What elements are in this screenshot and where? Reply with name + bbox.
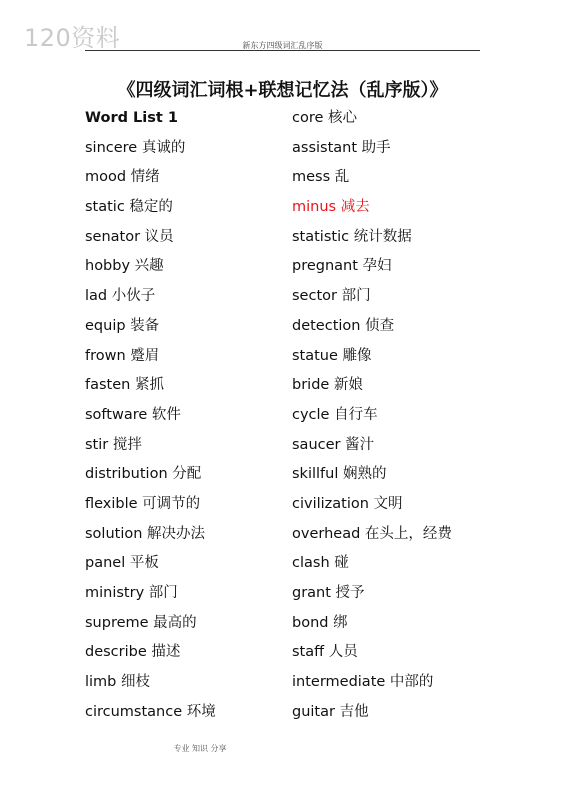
document-title: 《四级词汇词根+联想记忆法（乱序版）》 [117, 80, 448, 101]
vocab-entry: bride 新娘 [292, 377, 363, 394]
vocab-entry: saucer 酱汁 [292, 436, 375, 453]
vocab-entry: frown 蹙眉 [85, 347, 160, 364]
vocab-entry: grant 授予 [292, 585, 365, 601]
vocab-entry: senator 议员 [85, 228, 174, 245]
vocab-entry: mess 乱 [292, 169, 350, 186]
header-divider [85, 50, 480, 51]
vocab-entry: statue 雕像 [292, 347, 372, 364]
vocab-entry: describe 描述 [85, 644, 181, 661]
vocab-entry: software 软件 [85, 406, 181, 423]
vocab-entry: circumstance 环境 [85, 703, 216, 720]
vocab-entry: core 核心 [292, 110, 358, 126]
vocab-entry: bond 绑 [292, 614, 348, 631]
word-list-left-column [85, 106, 216, 729]
vocab-entry: detection 侦查 [292, 317, 395, 334]
vocab-entry: minus 减去 [292, 199, 370, 216]
vocab-entry: assistant 助手 [292, 139, 391, 156]
watermark-logo: 120资料 [24, 24, 121, 52]
vocab-entry: mood 情绪 [85, 169, 160, 186]
vocab-entry: distribution 分配 [85, 466, 202, 483]
vocab-entry: stir 搅拌 [85, 436, 142, 453]
vocab-entry: cycle 自行车 [292, 406, 378, 423]
vocab-entry: staff 人员 [292, 644, 358, 661]
vocab-entry: lad 小伙子 [85, 288, 156, 305]
vocab-entry: intermediate 中部的 [292, 674, 434, 691]
vocab-entry: static 稳定的 [85, 199, 173, 216]
word-list-right-column [292, 106, 452, 729]
vocab-entry: hobby 兴趣 [85, 258, 164, 275]
word-list-heading: Word List 1 [85, 110, 178, 126]
vocab-entry: clash 碰 [292, 555, 349, 572]
vocab-entry: skillful 娴熟的 [292, 466, 387, 483]
vocab-entry: sincere 真诚的 [85, 139, 186, 156]
page-header: 新东方四级词汇乱序版 [242, 41, 323, 50]
vocab-entry: solution 解决办法 [85, 525, 206, 542]
vocab-entry: pregnant 孕妇 [292, 258, 392, 275]
page-footer: 专业 知识 分享 [173, 744, 227, 753]
vocab-entry: fasten 紧抓 [85, 377, 164, 394]
vocab-entry: sector 部门 [292, 288, 371, 305]
vocab-entry: limb 细枝 [85, 674, 150, 691]
vocab-entry: panel 平板 [85, 555, 159, 572]
vocab-entry: supreme 最高的 [85, 614, 197, 631]
vocab-entry: guitar 吉他 [292, 703, 369, 720]
vocab-entry: overhead 在头上，经费 [292, 525, 452, 542]
vocab-entry: civilization 文明 [292, 495, 403, 512]
vocab-entry: equip 装备 [85, 317, 160, 334]
vocab-entry: flexible 可调节的 [85, 495, 201, 512]
vocab-entry: statistic 统计数据 [292, 228, 412, 245]
vocab-entry: ministry 部门 [85, 585, 178, 601]
